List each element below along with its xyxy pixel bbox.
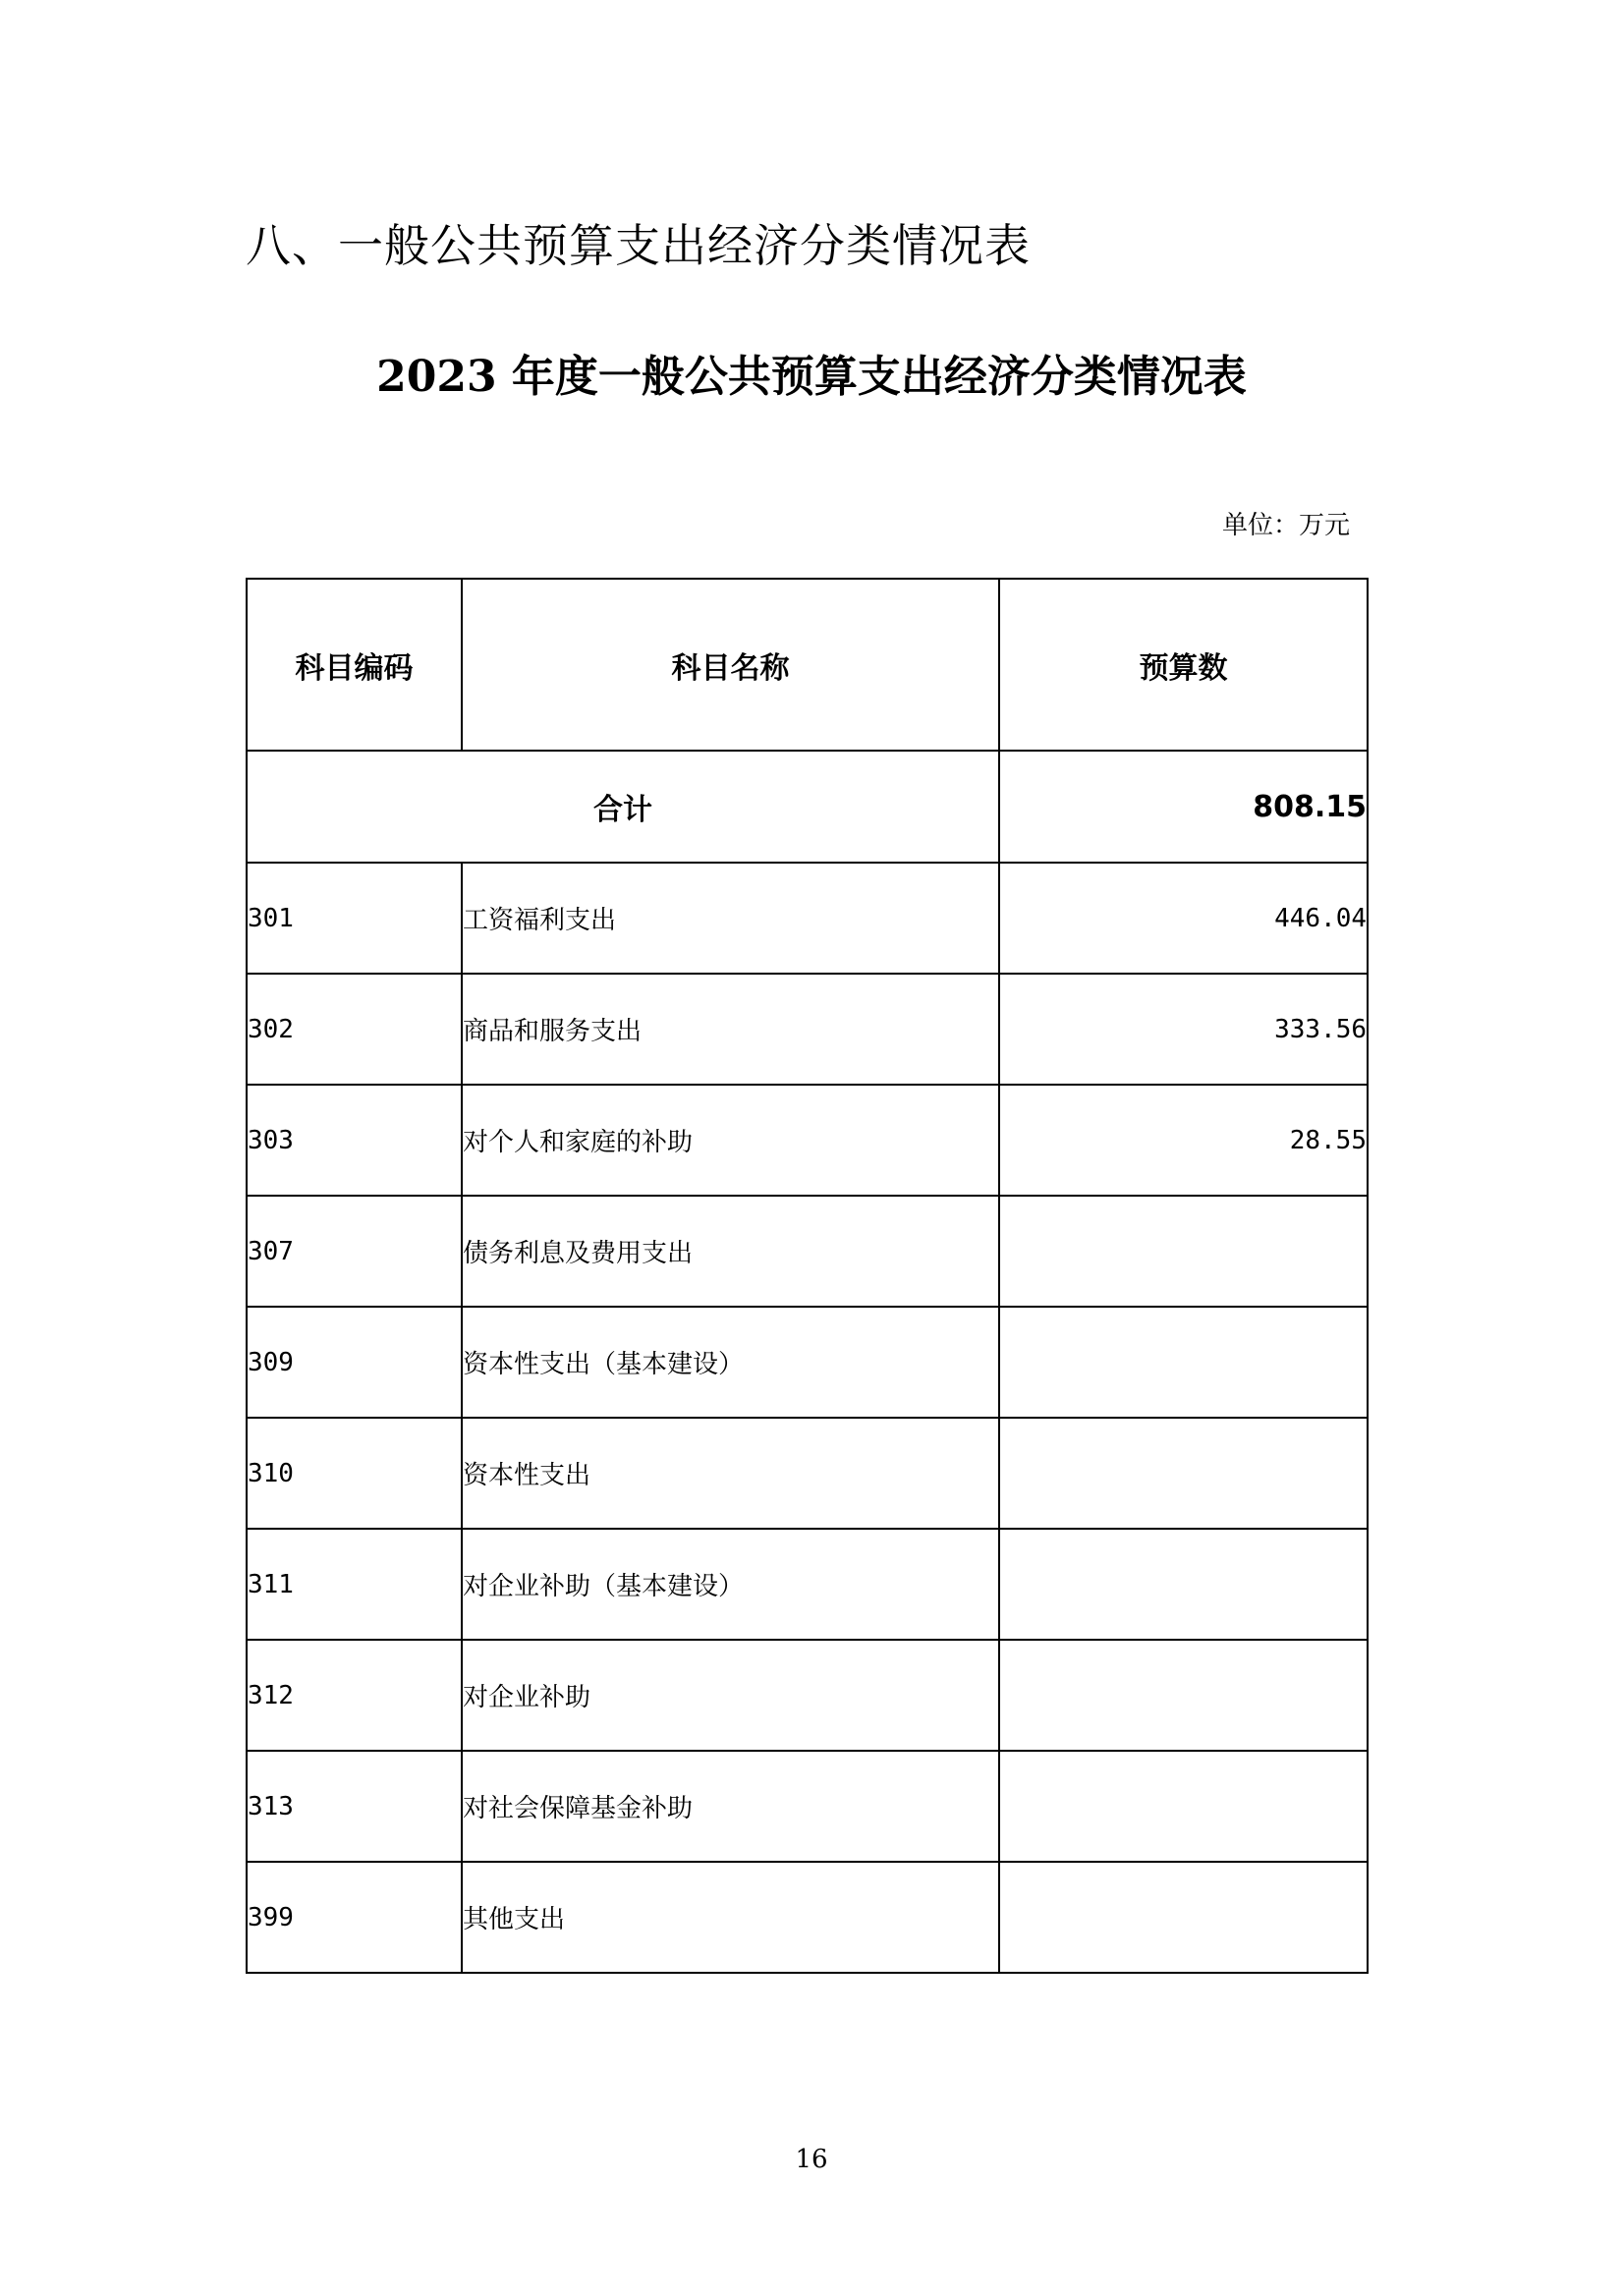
row-amount <box>999 1307 1368 1418</box>
row-name: 资本性支出（基本建设） <box>462 1307 999 1418</box>
row-amount <box>999 1862 1368 1973</box>
table-row <box>247 974 1368 1085</box>
row-name: 对企业补助 <box>462 1640 999 1751</box>
row-code: 311 <box>247 1529 462 1640</box>
table-row <box>247 863 1368 974</box>
row-name: 对社会保障基金补助 <box>462 1751 999 1862</box>
row-amount <box>999 1751 1368 1862</box>
row-name: 商品和服务支出 <box>462 974 999 1085</box>
table-title: 2023 年度一般公共预算支出经济分类情况表 <box>376 352 1247 402</box>
row-name: 债务利息及费用支出 <box>462 1196 999 1307</box>
row-code: 313 <box>247 1751 462 1862</box>
header-code: 科目编码 <box>247 579 462 751</box>
row-amount: 28.55 <box>999 1085 1368 1196</box>
row-name: 资本性支出 <box>462 1418 999 1529</box>
header-amount: 预算数 <box>999 579 1368 751</box>
table-row <box>247 1196 1368 1307</box>
row-name: 其他支出 <box>462 1862 999 1973</box>
row-code: 302 <box>247 974 462 1085</box>
row-amount: 333.56 <box>999 974 1368 1085</box>
row-amount: 446.04 <box>999 863 1368 974</box>
table-row <box>247 1529 1368 1640</box>
row-amount <box>999 1529 1368 1640</box>
total-label: 合计 <box>247 751 999 863</box>
row-code: 312 <box>247 1640 462 1751</box>
row-code: 301 <box>247 863 462 974</box>
row-code: 303 <box>247 1085 462 1196</box>
table-row <box>247 1640 1368 1751</box>
row-amount <box>999 1640 1368 1751</box>
section-heading: 八、一般公共预算支出经济分类情况表 <box>246 219 1031 272</box>
row-name: 对个人和家庭的补助 <box>462 1085 999 1196</box>
table-header-row <box>247 579 1368 751</box>
header-name: 科目名称 <box>462 579 999 751</box>
page-number: 16 <box>795 2145 828 2174</box>
row-code: 310 <box>247 1418 462 1529</box>
row-code: 307 <box>247 1196 462 1307</box>
table-row <box>247 1418 1368 1529</box>
row-code: 399 <box>247 1862 462 1973</box>
unit-label: 单位：万元 <box>1221 511 1350 540</box>
total-row <box>247 751 1368 863</box>
row-name: 对企业补助（基本建设） <box>462 1529 999 1640</box>
table-row <box>247 1751 1368 1862</box>
total-amount: 808.15 <box>999 751 1368 863</box>
budget-table <box>246 578 1369 1974</box>
row-amount <box>999 1418 1368 1529</box>
row-amount <box>999 1196 1368 1307</box>
table-row <box>247 1085 1368 1196</box>
row-code: 309 <box>247 1307 462 1418</box>
table-row <box>247 1862 1368 1973</box>
row-name: 工资福利支出 <box>462 863 999 974</box>
table-row <box>247 1307 1368 1418</box>
